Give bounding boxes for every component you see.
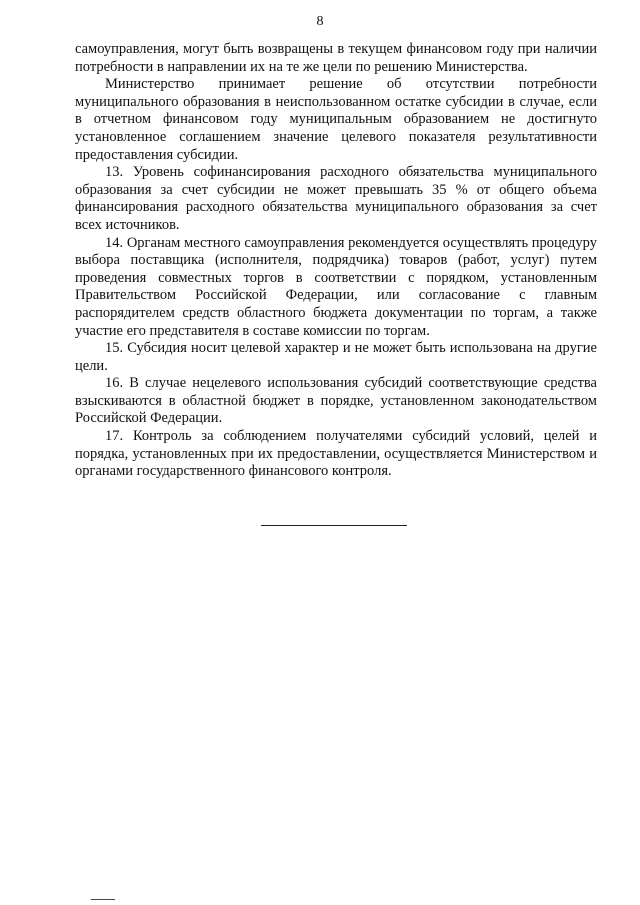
paragraph-17: 17. Контроль за соблюдением получателями субсидий условий, целей и порядка, установленных при их предоставлении, осуществляется Министерством и органами государственного финансового контроля.: [75, 428, 597, 480]
paragraph-16: 16. В случае нецелевого использования субсидий соответствующие средства взыскиваются в областной бюджет в порядке, установленном законодательством Российской Федерации.: [75, 375, 597, 427]
page-number: 8: [316, 14, 324, 29]
paragraph-ministry-decision: Министерство принимает решение об отсутствии потребности муниципального образования в неиспользованном остатке субсидии в случае, если в отчетном финансовом году муниципальным образованием не достигнуто установленное соглашением значение целевого показателя результативности предоставления субсидии.: [75, 76, 597, 163]
paragraph-continuation: самоуправления, могут быть возвращены в текущем финансовом году при наличии потребности в направлении их на те же цели по решению Министерства.: [75, 41, 597, 75]
paragraph-13: 13. Уровень софинансирования расходного обязательства муниципального образования за счет субсидии не может превышать 35 % от общего объема финансирования расходного обязательства муниципального образования за счет всех источников.: [75, 164, 597, 233]
paragraph-14: 14. Органам местного самоуправления рекомендуется осуществлять процедуру выбора поставщика (исполнителя, подрядчика) товаров (работ, услуг) путем проведения совместных торгов в соответствии с порядком, установленным Правительством Российской Федерации, или согласование с главным распорядителем средств областного бюджета документации по торгам, а также участие его представителя в составе комиссии по торгам.: [75, 234, 597, 339]
footer-mark-line: [91, 899, 115, 900]
document-body: [75, 41, 597, 481]
end-separator-line: [261, 525, 407, 526]
paragraph-15: 15. Субсидия носит целевой характер и не может быть использована на другие цели.: [75, 340, 597, 374]
